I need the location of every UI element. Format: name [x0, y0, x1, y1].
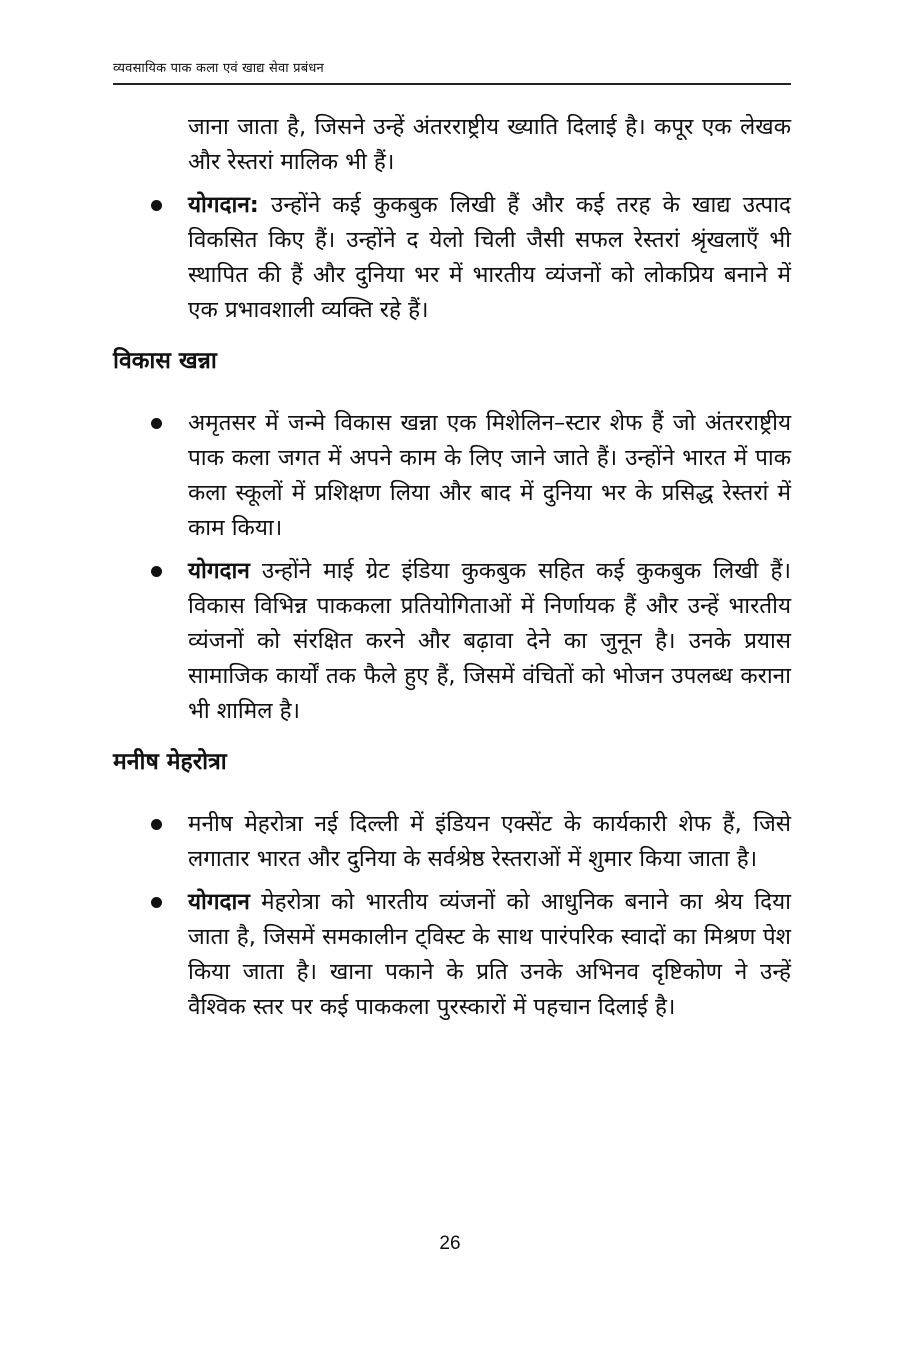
bullet-text: [188, 554, 791, 729]
list-item: [113, 554, 791, 729]
list-item: [113, 188, 791, 328]
vikas-list: [113, 406, 791, 729]
page-number: 26: [439, 1233, 461, 1254]
intro-paragraph: जाना जाता है, जिसने उन्हें अंतरराष्ट्रीय ख्याति दिलाई है। कपूर एक लेखक और रेस्तरां मालिक भी हैं।: [188, 114, 791, 175]
bullet-icon: [151, 418, 162, 429]
contribution-term: योगदान:: [188, 192, 259, 218]
contribution-text: उन्होंने कई कुकबुक लिखी हैं और कई तरह के खाद्य उत्पाद विकसित किए हैं। उन्होंने द येलो चिली जैसी सफल रेस्तरां श्रृंखलाएँ भी स्थापित की हैं और दुनिया भर में भारतीय व्यंजनों को लोकप्रिय बनाने में एक प्रभावशाली व्यक्ति रहे हैं।: [188, 192, 791, 323]
contribution-text: उन्होंने माई ग्रेट इंडिया कुकबुक सहित कई कुकबुक लिखी हैं। विकास विभिन्न पाककला प्रतियोगिताओं में निर्णायक हैं और उन्हें भारतीय व्यंजनों को संरक्षित करने और बढ़ावा देने का जुनून है। उनके प्रयास सामाजिक कार्यों तक फैले हुए हैं, जिसमें वंचितों को भोजन उपलब्ध कराना भी शामिल है।: [188, 558, 791, 724]
page-content: [113, 110, 791, 1033]
bullet-text: [188, 188, 791, 328]
list-item: [113, 406, 791, 546]
section-heading-vikas: विकास खन्ना: [113, 348, 217, 374]
list-item: [113, 807, 791, 877]
running-header: व्यवसायिक पाक कला एवं खाद्य सेवा प्रबंधन: [113, 61, 324, 76]
bullet-icon: [151, 897, 162, 908]
contribution-term: योगदान: [188, 889, 250, 915]
list-item: [113, 885, 791, 1025]
bullet-text: [188, 885, 791, 1025]
bullet-icon: [151, 566, 162, 577]
contribution-term: योगदान: [188, 558, 250, 584]
header-rule: [113, 83, 791, 85]
manish-list: [113, 807, 791, 1025]
bullet-text: मनीष मेहरोत्रा नई दिल्ली में इंडियन एक्सेंट के कार्यकारी शेफ हैं, जिसे लगातार भारत और दुनिया के सर्वश्रेष्ठ रेस्तराओं में शुमार किया जाता है।: [188, 811, 791, 872]
bullet-text: अमृतसर में जन्मे विकास खन्ना एक मिशेलिन–स्टार शेफ हैं जो अंतरराष्ट्रीय पाक कला जगत में अपने काम के लिए जाने जाते हैं। उन्होंने भारत में पाक कला स्कूलों में प्रशिक्षण लिया और बाद में दुनिया भर के प्रसिद्ध रेस्तरां में काम किया।: [188, 410, 791, 541]
bullet-icon: [151, 819, 162, 830]
kapoor-list: [113, 188, 791, 328]
section-heading-manish: मनीष मेहरोत्रा: [113, 749, 227, 775]
bullet-icon: [151, 200, 162, 211]
contribution-text: मेहरोत्रा को भारतीय व्यंजनों को आधुनिक बनाने का श्रेय दिया जाता है, जिसमें समकालीन ट्विस्ट के साथ पारंपरिक स्वादों का मिश्रण पेश किया जाता है। खाना पकाने के प्रति उनके अभिनव दृष्टिकोण ने उन्हें वैश्विक स्तर पर कई पाककला पुरस्कारों में पहचान दिलाई है।: [188, 889, 791, 1020]
